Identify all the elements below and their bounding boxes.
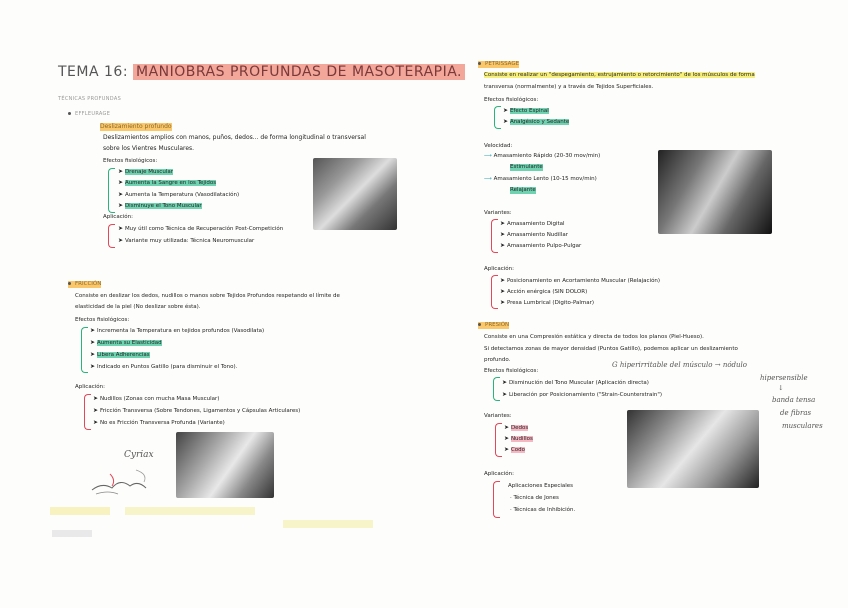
presion-desc1: Consiste en una Compresión estática y directa de todos los planos (Piel-Hueso). (484, 334, 704, 340)
handwritten-note-4: de fibras (780, 409, 812, 417)
presion-aplicacion-title: Aplicación: (484, 471, 514, 477)
petrissage-variante-1: ➤ Amasamiento Digital (500, 220, 565, 227)
efectos-bracket (108, 168, 115, 213)
presion-variante-2: ➤ Nudillos (504, 435, 533, 442)
faded-highlight (50, 507, 110, 515)
presion-efecto-1: ➤ Disminución del Tono Muscular (Aplicación directa) (502, 379, 649, 386)
effleurage-efectos-title: Efectos fisiológicos: (103, 158, 158, 164)
effleurage-efecto-1: ➤ Drenaje Muscular (118, 168, 173, 175)
aplicacion-bracket (108, 224, 115, 248)
bullet-icon (478, 323, 481, 326)
petrissage-aplicacion-1: ➤ Posicionamiento en Acortamiento Muscular (Relajación) (500, 277, 661, 284)
variantes-bracket (491, 219, 498, 253)
petrissage-efecto-1: ➤ Efecto Espinal (503, 107, 549, 114)
bullet-icon (68, 282, 71, 285)
petrissage-efecto-2: ➤ Analgésico y Sedante (503, 118, 570, 125)
aplicacion-bracket (493, 481, 500, 518)
effleurage-subtitle: Deslizamiento profundo (100, 123, 172, 130)
petrissage-variante-2: ➤ Amasamiento Nudillar (500, 231, 568, 238)
efectos-bracket (493, 377, 500, 401)
bullet-icon (478, 62, 481, 65)
presion-aplicacion-1: Aplicaciones Especiales (508, 483, 574, 489)
faded-highlight (283, 520, 373, 528)
friccion-aplicacion-title: Aplicación: (75, 384, 105, 390)
presion-efectos-title: Efectos fisiológicos: (484, 368, 539, 374)
friccion-desc1: Consiste en deslizar los dedos, nudillos o manos sobre Tejidos Profundos respetando el límite de (75, 293, 340, 299)
friccion-efecto-2: ➤ Aumenta su Elasticidad (90, 339, 162, 346)
effleurage-aplicacion-1: ➤ Muy útil como Técnica de Recuperación Post-Competición (118, 225, 284, 232)
presion-photo (627, 410, 759, 488)
petrissage-variantes-title: Variantes: (484, 210, 512, 216)
efectos-bracket (494, 106, 501, 129)
faded-highlight (52, 530, 92, 537)
effleurage-desc1: Deslizamientos amplios con manos, puños, dedos... de forma longitudinal o transversal (103, 134, 366, 141)
effleurage-photo (313, 158, 397, 230)
velocidad-tag-2: Relajante (510, 187, 536, 193)
petrissage-aplicacion-3: ➤ Presa Lumbrical (Digito-Palmar) (500, 299, 595, 306)
faded-highlight (125, 507, 255, 515)
presion-efecto-2: ➤ Liberación por Posicionamiento ("Strain-Counterstrain") (502, 391, 663, 398)
friccion-photo (176, 432, 274, 498)
handwritten-note-5: musculares (782, 422, 823, 430)
friccion-aplicacion-1: ➤ Nudillos (Zonas con mucha Masa Muscular) (93, 395, 220, 402)
friccion-aplicacion-2: ➤ Fricción Transversa (Sobre Tendones, Ligamentos y Cápsulas Articulares) (93, 407, 301, 414)
handwritten-note-3: banda tensa (772, 396, 816, 404)
presion-desc3: profundo. (484, 357, 511, 363)
effleurage-label: EFFLEURAGE (68, 111, 110, 117)
presion-variantes-title: Variantes: (484, 413, 512, 419)
presion-aplicacion-2: · Técnica de Jones (510, 495, 559, 501)
effleurage-efecto-2: ➤ Aumenta la Sangre en los Tejidos (118, 179, 217, 186)
petrissage-aplicacion-title: Aplicación: (484, 266, 514, 272)
cyriax-handwritten: Cyriax (124, 450, 154, 460)
variantes-bracket (495, 423, 502, 457)
petrissage-velocidad-2: ⟶ Amasamiento Lento (10-15 mov/min) (484, 176, 597, 182)
page-title (58, 64, 465, 80)
petrissage-desc2: transversa (normalmente) y a través de Tejidos Superficiales. (484, 84, 654, 90)
effleurage-aplicacion-2: ➤ Variante muy utilizada: Técnica Neuromuscular (118, 237, 255, 244)
friccion-efecto-1: ➤ Incrementa la Temperatura en tejidos profundos (Vasodilata) (90, 327, 265, 334)
aplicacion-bracket (491, 275, 498, 309)
title-prefix: TEMA 16: (58, 64, 129, 80)
aplicacion-bracket (84, 394, 91, 430)
petrissage-aplicacion-2: ➤ Acción enérgica (SIN DOLOR) (500, 288, 588, 295)
presion-desc2: Si detectamos zonas de mayor densidad (Puntos Gatillo), podemos aplicar un deslizamiento (484, 346, 738, 352)
petrissage-efectos-title: Efectos fisiológicos: (484, 97, 539, 103)
bullet-icon (68, 112, 71, 115)
presion-label: PRESIÓN (478, 322, 509, 329)
presion-variante-1: ➤ Dedos (504, 424, 529, 431)
velocidad-tag-1: Estimulante (510, 164, 543, 170)
presion-aplicacion-3: · Técnicas de Inhibición. (510, 507, 576, 513)
effleurage-desc2: sobre los Vientres Musculares. (103, 145, 195, 152)
friccion-efectos-title: Efectos fisiológicos: (75, 317, 130, 323)
title-main: MANIOBRAS PROFUNDAS DE MASOTERAPIA. (133, 64, 465, 80)
effleurage-efecto-4: ➤ Disminuye el Tono Muscular (118, 202, 202, 209)
hand-sketch-icon (88, 460, 168, 498)
handwritten-note-1: G hiperirritable del músculo → nódulo (612, 361, 747, 369)
petrissage-variante-3: ➤ Amasamiento Pulpo-Pulgar (500, 242, 582, 249)
petrissage-velocidad-title: Velocidad: (484, 143, 513, 149)
friccion-efecto-3: ➤ Libera Adherencias (90, 351, 150, 358)
friccion-desc2: elasticidad de la piel (No deslizar sobre ésta). (75, 304, 201, 310)
effleurage-aplicacion-title: Aplicación: (103, 214, 133, 220)
friccion-aplicacion-3: ➤ No es Fricción Transversa Profunda (Variante) (93, 419, 225, 426)
petrissage-desc1: Consiste en realizar un "despegamiento, estrujamiento o retorcimiento" de los músculos de forma (484, 72, 755, 78)
efectos-bracket (81, 327, 88, 373)
presion-variante-3: ➤ Codo (504, 446, 525, 453)
effleurage-efecto-3: ➤ Aumenta la Temperatura (Vasodilatación) (118, 191, 240, 198)
friccion-label: FRICCIÓN (68, 281, 101, 288)
section-label: TÉCNICAS PROFUNDAS (58, 96, 122, 102)
friccion-efecto-4: ➤ Indicado en Puntos Gatillo (para disminuir el Tono). (90, 363, 238, 370)
petrissage-label: PETRISSAGE (478, 61, 519, 68)
handwritten-note-2: hipersensible (760, 374, 808, 382)
handwritten-arrow: ↓ (778, 384, 784, 392)
petrissage-photo (658, 150, 772, 234)
petrissage-velocidad-1: ⟶ Amasamiento Rápido (20-30 mov/min) (484, 153, 601, 159)
